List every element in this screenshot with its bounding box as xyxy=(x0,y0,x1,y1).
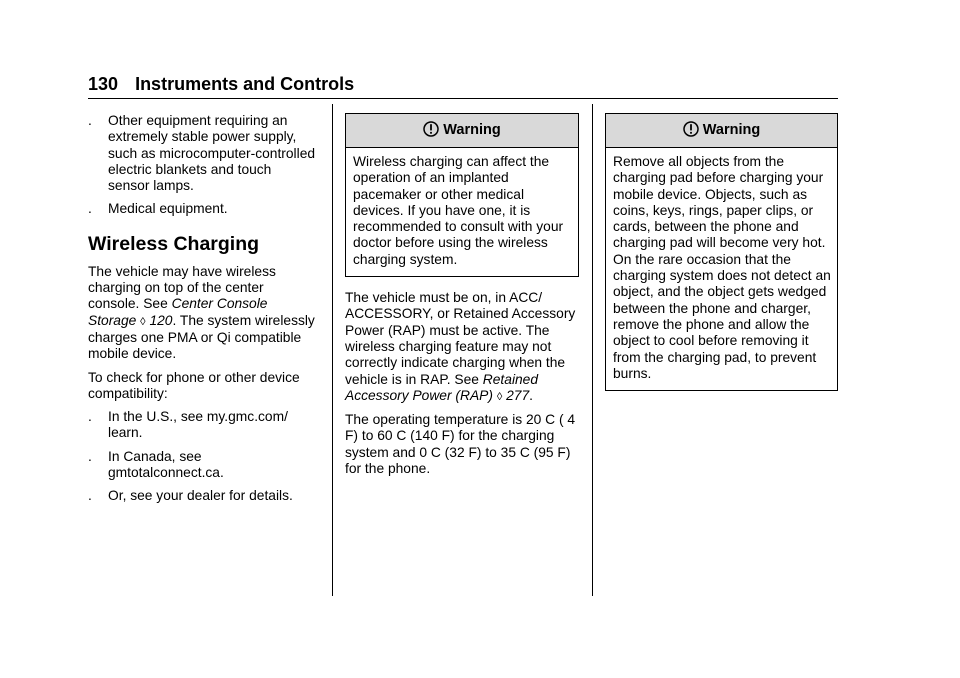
list-item xyxy=(88,409,316,442)
list-item-text: Medical equipment. xyxy=(108,201,228,217)
page-ref-icon: ◊ xyxy=(140,315,146,328)
bullet-mark: . xyxy=(88,113,92,128)
warning-body xyxy=(346,148,578,276)
paragraph xyxy=(88,264,316,363)
column-right xyxy=(605,113,838,404)
warning-header xyxy=(346,114,578,148)
paragraph xyxy=(345,290,579,405)
bullet-mark: . xyxy=(88,201,92,217)
list-item xyxy=(88,201,316,217)
chapter-title: Instruments and Controls xyxy=(135,74,355,94)
bullet-mark: . xyxy=(88,448,92,464)
column-divider-left xyxy=(332,104,333,596)
page-ref-icon: ◊ xyxy=(496,390,503,403)
warning-icon xyxy=(683,121,699,137)
warning-text: Remove all objects from the charging pad before charging your mobile device. Objects, such as coins, keys, rings, paper clips, or cards, between the phone and charging pad will become very hot. On the rare occasion that the charging system does not detect an object, and the object gets wedged between the phone and charger, remove the phone and allow the object to cool before removing it from the charging pad, to prevent burns. xyxy=(613,154,831,381)
bullet-mark: . xyxy=(88,409,92,425)
list-item xyxy=(88,113,316,194)
warning-title: Warning xyxy=(443,122,501,138)
warning-header xyxy=(606,114,837,148)
column-left xyxy=(88,113,316,512)
paragraph-text: . xyxy=(529,387,533,403)
paragraph: To check for phone or other device compatibility: xyxy=(88,369,300,401)
paragraph: The operating temperature is 20 C ( 4 F) to 60 C (140 F) for the charging system and 0 C (32 F) to 35 C (95 F) for the phone. xyxy=(345,412,576,477)
cross-reference-link[interactable]: Center Console Storage xyxy=(88,296,268,328)
column-divider-right xyxy=(592,104,593,596)
paragraph-text: The vehicle may have wireless charging on top of the center console. See xyxy=(88,263,276,312)
page-reference[interactable]: 277 xyxy=(506,387,530,403)
list-item xyxy=(88,488,316,504)
list-item-text: In the U.S., see my.gmc.com/ learn. xyxy=(108,409,288,441)
page-header xyxy=(88,73,838,95)
paragraph-text: The vehicle must be on, in ACC/ ACCESSORY, or Retained Accessory Power (RAP) must be active. The wireless charging feature may not correctly indicate charging when the vehicle is in RAP. See xyxy=(345,290,576,387)
warning-box xyxy=(345,113,579,277)
list-item-text: Or, see your dealer for details. xyxy=(108,488,293,504)
warning-box xyxy=(605,113,838,391)
warning-title: Warning xyxy=(702,122,761,138)
cross-reference-link[interactable]: Retained Accessory Power (RAP) xyxy=(345,371,539,403)
warning-body xyxy=(606,148,837,390)
page-number: 130 xyxy=(88,74,119,94)
list-item-text: In Canada, see gmtotalconnect.ca. xyxy=(108,448,224,481)
page-reference[interactable]: 120 xyxy=(149,312,173,328)
bullet-mark: . xyxy=(88,488,92,504)
column-middle xyxy=(345,113,579,484)
warning-icon xyxy=(423,121,439,137)
section-title: Wireless Charging xyxy=(88,232,260,255)
header-divider xyxy=(88,98,838,99)
list-item xyxy=(88,449,316,482)
list-item-text: Other equipment requiring an extremely stable power supply, such as microcomputer-controlled electric blankets and touch sensor lamps. xyxy=(108,113,316,194)
warning-text: Wireless charging can affect the operation of an implanted pacemaker or other medical devices. If you have one, it is recommended to consult with your doctor before using the wireless charging system. xyxy=(353,154,564,267)
paragraph-text: . The system wirelessly charges one PMA or Qi compatible mobile device. xyxy=(88,312,315,362)
